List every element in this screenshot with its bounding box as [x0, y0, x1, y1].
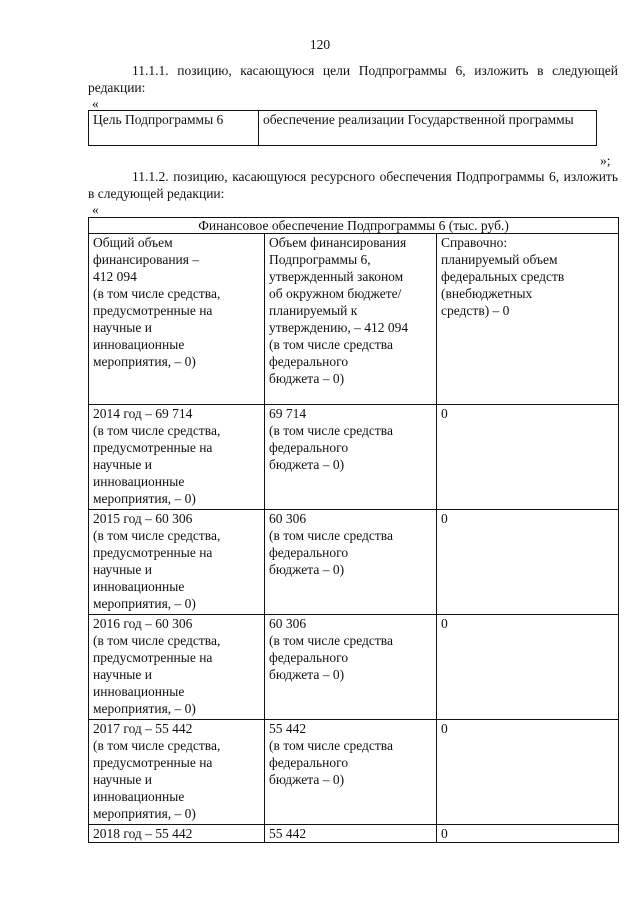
table-title: Финансовое обеспечение Подпрограммы 6 (тыс. руб.): [89, 218, 619, 234]
year-total-cell: 2016 год – 60 306 (в том числе средства, предусмотренные на научные и инновационные мероприятия, – 0): [89, 615, 265, 720]
header-total-cell: Общий объем финансирования – 412 094 (в том числе средства, предусмотренные на научные и инновационные мероприятия, – 0): [89, 234, 265, 405]
table-title-row: [89, 218, 619, 234]
year-reference-cell: 0: [437, 825, 619, 843]
table-row: [89, 405, 619, 510]
item-number: 11.1.2.: [132, 169, 169, 184]
goal-label: Цель Подпрограммы 6: [93, 112, 224, 127]
goal-table: [88, 110, 597, 146]
year-total-cell: 2018 год – 55 442: [89, 825, 265, 843]
table-row: [89, 615, 619, 720]
paragraph-11-1-2: [88, 168, 618, 202]
year-budget-cell: 60 306 (в том числе средства федерального бюджета – 0): [265, 510, 437, 615]
header-reference-cell: Справочно: планируемый объем федеральных средств (внебюджетных средств) – 0: [437, 234, 619, 405]
item-text: позицию, касающуюся ресурсного обеспечения Подпрограммы 6, изложить в следующей редакции:: [88, 169, 618, 201]
year-reference-cell: 0: [437, 720, 619, 825]
table-row: [89, 825, 619, 843]
item-text: позицию, касающуюся цели Подпрограммы 6, изложить в следующей редакции:: [88, 63, 619, 95]
year-reference-cell: 0: [437, 615, 619, 720]
paragraph-11-1-1: [88, 62, 618, 96]
table-row: [89, 111, 597, 146]
year-budget-cell: 60 306 (в том числе средства федерального бюджета – 0): [265, 615, 437, 720]
financing-table: [88, 217, 619, 843]
goal-label-cell: [89, 111, 259, 146]
table-header-row: [89, 234, 619, 405]
open-quote-2: «: [92, 202, 99, 217]
item-number: 11.1.1.: [132, 63, 169, 78]
year-reference-cell: 0: [437, 510, 619, 615]
year-total-cell: 2015 год – 60 306 (в том числе средства, предусмотренные на научные и инновационные мероприятия, – 0): [89, 510, 265, 615]
header-budget-cell: Объем финансирования Подпрограммы 6, утвержденный законом об окружном бюджете/ планируемый к утверждению, – 412 094 (в том числе средства федерального бюджета – 0): [265, 234, 437, 405]
year-budget-cell: 69 714 (в том числе средства федерального бюджета – 0): [265, 405, 437, 510]
goal-value: обеспечение реализации Государственной программы: [263, 112, 574, 127]
goal-value-cell: [259, 111, 597, 146]
year-budget-cell: 55 442 (в том числе средства федерального бюджета – 0): [265, 720, 437, 825]
year-reference-cell: 0: [437, 405, 619, 510]
page-number: 120: [309, 37, 331, 52]
year-budget-cell: 55 442: [265, 825, 437, 843]
open-quote: «: [92, 96, 99, 111]
year-total-cell: 2017 год – 55 442 (в том числе средства, предусмотренные на научные и инновационные мероприятия, – 0): [89, 720, 265, 825]
close-quote: »;: [600, 153, 611, 168]
year-total-cell: 2014 год – 69 714 (в том числе средства, предусмотренные на научные и инновационные мероприятия, – 0): [89, 405, 265, 510]
table-row: [89, 720, 619, 825]
table-row: [89, 510, 619, 615]
